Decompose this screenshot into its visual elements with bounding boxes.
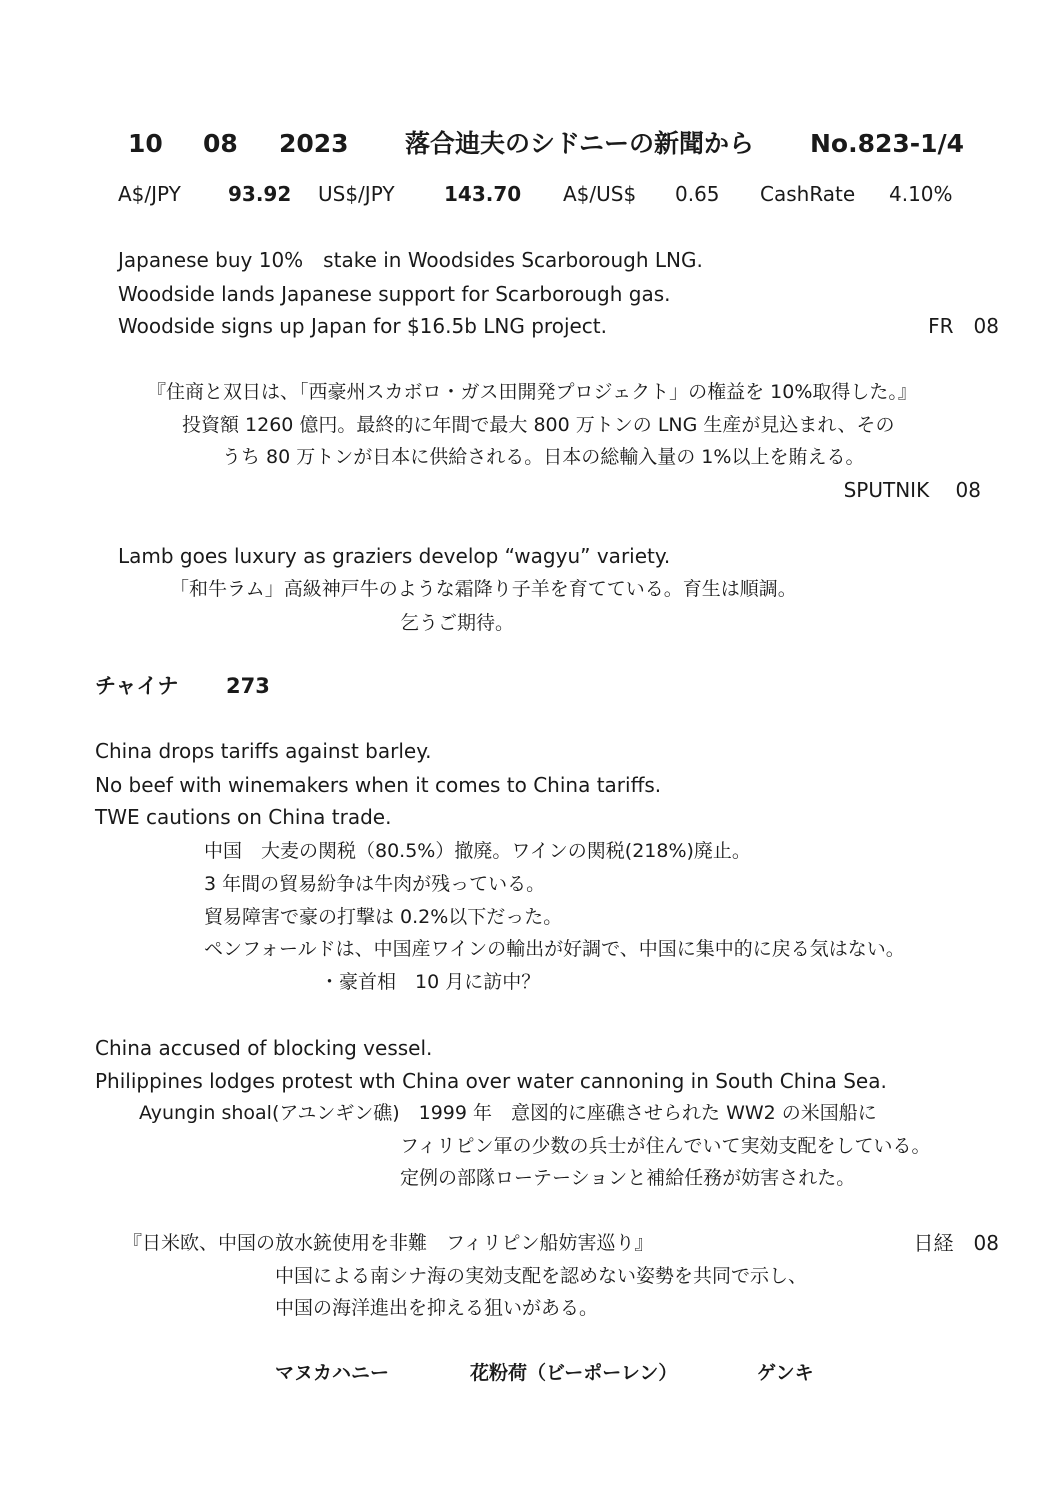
footer-item: ゲンキ: [757, 1362, 814, 1384]
article6-line: 中国による南シナ海の実効支配を認めない姿勢を共同で示し、: [275, 1265, 808, 1287]
rate-cash-label: CashRate: [760, 182, 856, 206]
article6-source: 日経 08: [913, 1231, 999, 1255]
rate-usd-jpy-value: 143.70: [444, 182, 522, 206]
article1-source: FR 08: [928, 314, 999, 338]
footer-item: 花粉荷（ビーポーレン）: [470, 1362, 678, 1384]
article4-line: 中国 大麦の関税（80.5%）撤廃。ワインの関税(218%)廃止。: [204, 840, 751, 862]
article4-line: ペンフォールドは、中国産ワインの輸出が好調で、中国に集中的に戻る気はない。: [204, 938, 905, 960]
article3-line: 「和牛ラム」高級神戸牛のような霜降り子羊を育てている。育生は順調。: [170, 578, 797, 600]
header-month: 08: [203, 129, 238, 158]
section-number: 273: [226, 674, 270, 698]
header-year: 2023: [279, 129, 349, 158]
article2-source: SPUTNIK 08: [843, 478, 981, 502]
rate-aud-usd-value: 0.65: [675, 182, 720, 206]
rate-cash-value: 4.10%: [889, 182, 953, 206]
rate-aud-jpy-value: 93.92: [228, 182, 292, 206]
header-title: 落合迪夫のシドニーの新聞から: [405, 129, 755, 158]
article4-line: TWE cautions on China trade.: [95, 805, 392, 829]
section-title: チャイナ: [95, 674, 179, 698]
article5-line: China accused of blocking vessel.: [95, 1036, 433, 1060]
article4-line: ・豪首相 10 月に訪中？: [320, 971, 541, 993]
article5-line: 定例の部隊ローテーションと補給任務が妨害された。: [400, 1167, 856, 1189]
header-day: 10: [128, 129, 163, 158]
article6-line: 中国の海洋進出を抑える狙いがある。: [275, 1297, 599, 1319]
article3-line: 乞うご期待。: [400, 612, 515, 634]
header-issue: No.823-1/4: [810, 129, 965, 158]
article5-line: Philippines lodges protest wth China over water cannoning in South China Sea.: [95, 1069, 887, 1093]
article1-line: Woodside lands Japanese support for Scarborough gas.: [118, 282, 671, 306]
article2-line: 『住商と双日は、「西豪州スカボロ・ガス田開発プロジェクト」の権益を 10%取得した。』: [147, 381, 917, 403]
rate-usd-jpy-label: US$/JPY: [318, 182, 395, 206]
article4-line: No beef with winemakers when it comes to China tariffs.: [95, 773, 662, 797]
article4-line: 3 年間の貿易紛争は牛肉が残っている。: [204, 873, 546, 895]
article4-line: 貿易障害で豪の打撃は 0.2%以下だった。: [204, 906, 563, 928]
rate-aud-usd-label: A$/US$: [563, 182, 637, 206]
article4-line: China drops tariffs against barley.: [95, 739, 432, 763]
article6-line: 『日米欧、中国の放水銃使用を非難 フィリピン船妨害巡り』: [123, 1232, 654, 1254]
article2-line: 投資額 1260 億円。最終的に年間で最大 800 万トンの LNG 生産が見込まれ、その: [182, 414, 895, 436]
article5-line: Ayungin shoal(アユンギン礁) 1999 年 意図的に座礁させられた WW2 の米国船に: [139, 1102, 877, 1124]
article2-line: うち 80 万トンが日本に供給される。日本の総輸入量の 1%以上を賄える。: [222, 446, 865, 468]
article3-line: Lamb goes luxury as graziers develop “wagyu” variety.: [118, 544, 671, 568]
article5-line: フィリピン軍の少数の兵士が住んでいて実効支配をしている。: [400, 1135, 931, 1157]
rate-aud-jpy-label: A$/JPY: [118, 182, 181, 206]
article1-line: Woodside signs up Japan for $16.5b LNG project.: [118, 314, 607, 338]
footer-item: マヌカハニー: [275, 1362, 390, 1384]
article1-line: Japanese buy 10% stake in Woodsides Scarborough LNG.: [118, 248, 703, 272]
